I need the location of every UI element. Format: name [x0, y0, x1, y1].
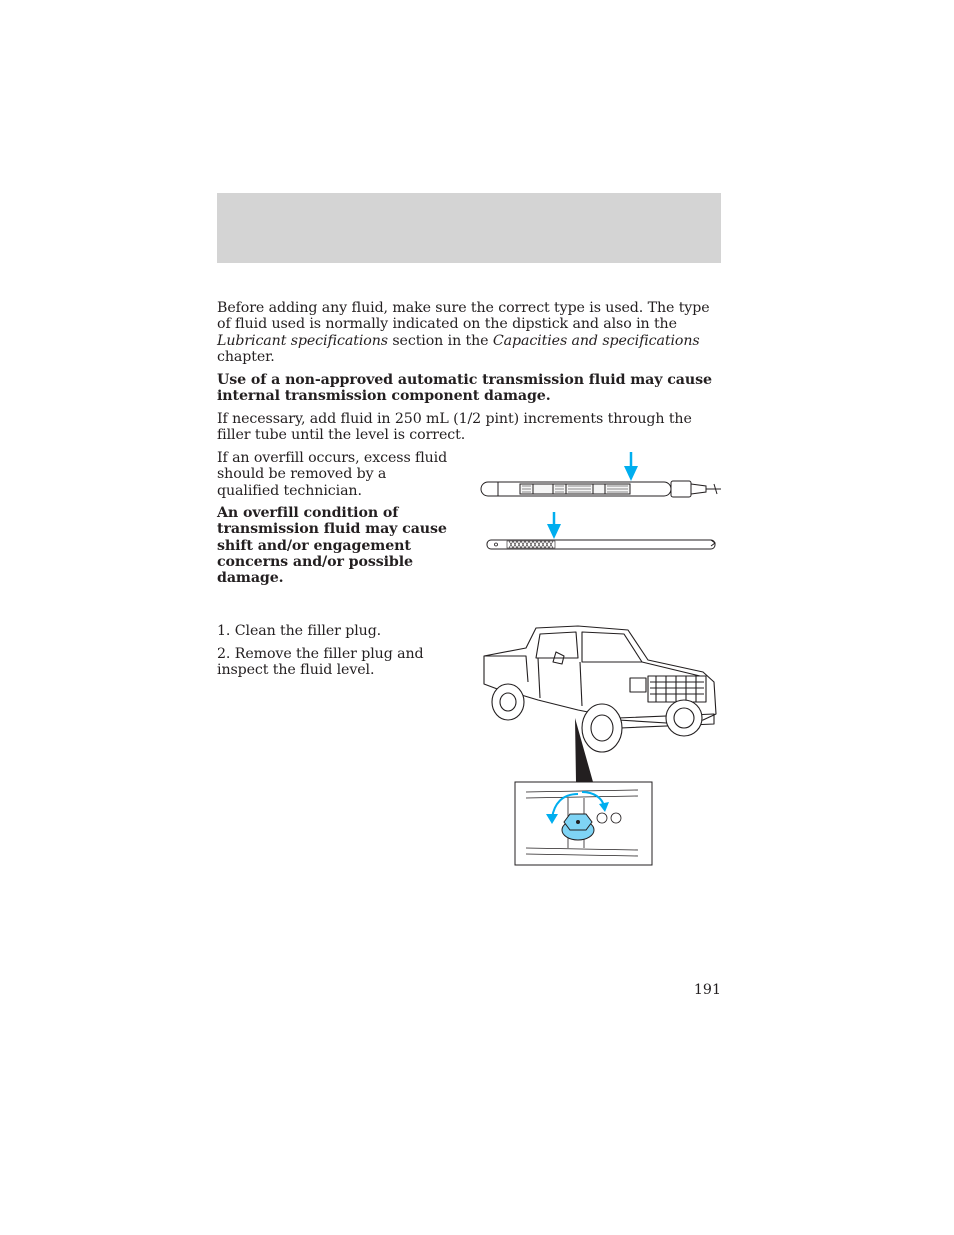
add-fluid-paragraph: If necessary, add fluid in 250 mL (1/2 pint) increments through the filler tube until the level is correct.: [217, 411, 692, 444]
truck-filler-plug-illustration: [478, 622, 723, 867]
step-2: 2. Remove the filler plug and inspect the fluid level.: [217, 646, 424, 679]
step-1: 1. Clean the filler plug.: [217, 623, 382, 639]
lubricant-spec-ref: Lubricant specifications: [217, 332, 388, 349]
warning-non-approved-fluid: Use of a non-approved automatic transmission fluid may cause internal transmission component damage.: [217, 372, 712, 405]
dipstick-illustration-2: [485, 510, 720, 555]
overfill-paragraph: If an overfill occurs, excess fluid should be removed by a qualified technician.: [217, 450, 448, 499]
warning-overfill: An overfill condition of transmission fluid may cause shift and/or engagement concerns and/or possible damage.: [217, 505, 447, 587]
intro-paragraph: Before adding any fluid, make sure the correct type is used. The type of fluid used is normally indicated on the dipstick and also in the Lubricant specifications section in the Capacities and specifications chapter.: [217, 300, 710, 365]
capacities-spec-ref: Capacities and specifications: [492, 332, 700, 349]
section-header-band: [217, 193, 721, 263]
dipstick-illustration-1: [478, 450, 723, 510]
page-number: 191: [693, 982, 721, 998]
